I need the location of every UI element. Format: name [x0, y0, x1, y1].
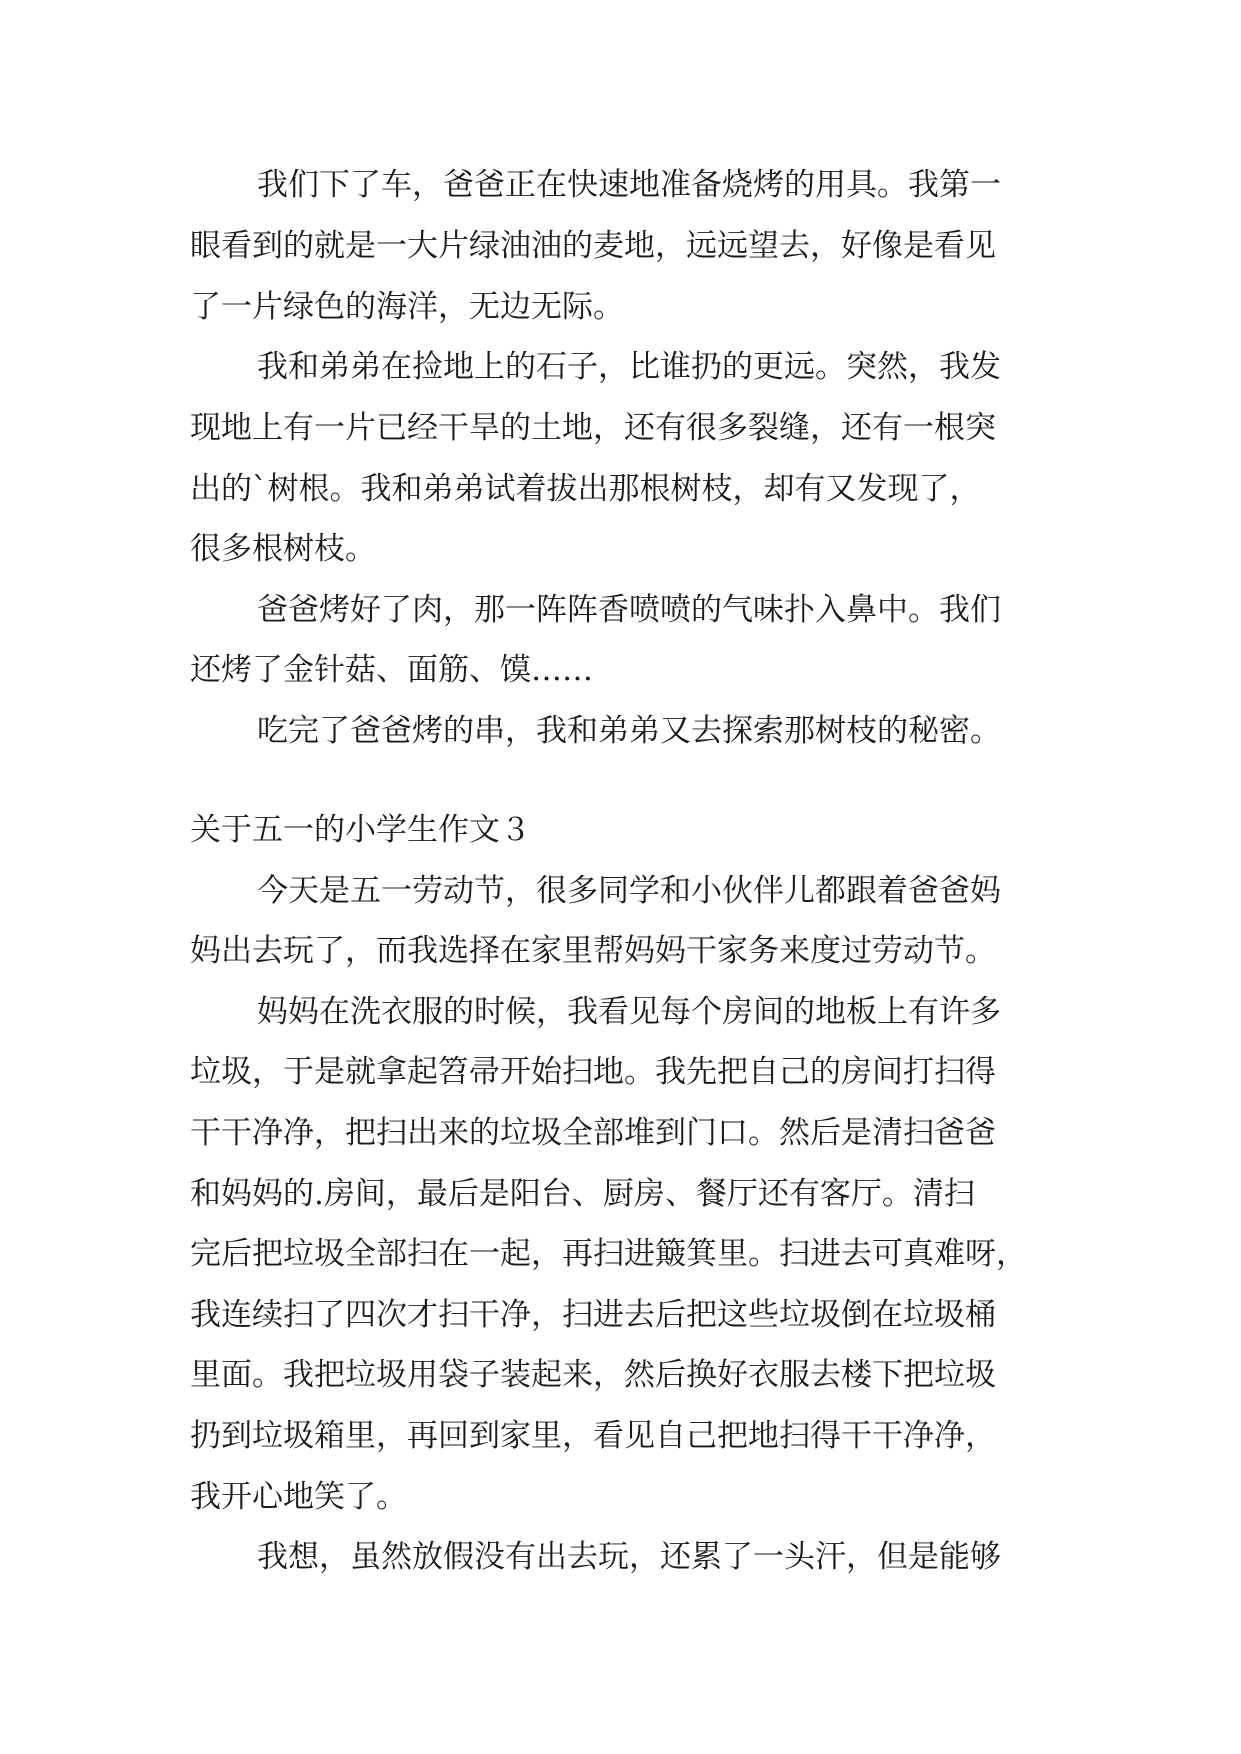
paragraph-line: 今天是五一劳动节，很多同学和小伙伴儿都跟着爸爸妈 [257, 873, 1001, 909]
paragraph-line: 眼看到的就是一大片绿油油的麦地，远远望去，好像是看见 [190, 228, 996, 264]
paragraph-line: 完后把垃圾全部扫在一起，再扫进簸箕里。扫进去可真难呀， [190, 1236, 1027, 1272]
paragraph-line: 扔到垃圾箱里，再回到家里，看见自己把地扫得干干净净， [190, 1418, 996, 1454]
paragraph-line: 里面。我把垃圾用袋子装起来，然后换好衣服去楼下把垃圾 [190, 1357, 996, 1393]
paragraph-line: 很多根树枝。 [190, 531, 376, 567]
paragraph-line: 我和弟弟在捡地上的石子，比谁扔的更远。突然，我发 [257, 349, 1001, 385]
paragraph-line: 我想，虽然放假没有出去玩，还累了一头汗，但是能够 [257, 1539, 1001, 1575]
paragraph-line: 妈妈在洗衣服的时候，我看见每个房间的地板上有许多 [257, 994, 1001, 1030]
paragraph-line: 妈出去玩了，而我选择在家里帮妈妈干家务来度过劳动节。 [190, 933, 996, 969]
section-title: 关于五一的小学生作文３ [190, 812, 531, 848]
paragraph-line: 干干净净，把扫出来的垃圾全部堆到门口。然后是清扫爸爸 [190, 1115, 996, 1151]
paragraph-line: 我连续扫了四次才扫干净，扫进去后把这些垃圾倒在垃圾桶 [190, 1297, 996, 1333]
paragraph-line: 出的`树根。我和弟弟试着拔出那根树枝，却有又发现了， [190, 471, 981, 507]
paragraph-line: 和妈妈的.房间，最后是阳台、厨房、餐厅还有客厅。清扫 [190, 1176, 975, 1212]
paragraph-line: 爸爸烤好了肉，那一阵阵香喷喷的气味扑入鼻中。我们 [257, 592, 1001, 628]
paragraph-line: 了一片绿色的海洋，无边无际。 [190, 289, 624, 325]
paragraph-line: 我开心地笑了。 [190, 1479, 407, 1515]
paragraph-line: 垃圾，于是就拿起笤帚开始扫地。我先把自己的房间打扫得 [190, 1054, 996, 1090]
paragraph-line: 现地上有一片已经干旱的土地，还有很多裂缝，还有一根突 [190, 410, 996, 446]
paragraph-line: 还烤了金针菇、面筋、馍…… [190, 652, 593, 688]
paragraph-line: 吃完了爸爸烤的串，我和弟弟又去探索那树枝的秘密。 [257, 713, 1001, 749]
paragraph-line: 我们下了车，爸爸正在快速地准备烧烤的用具。我第一 [257, 167, 1001, 203]
